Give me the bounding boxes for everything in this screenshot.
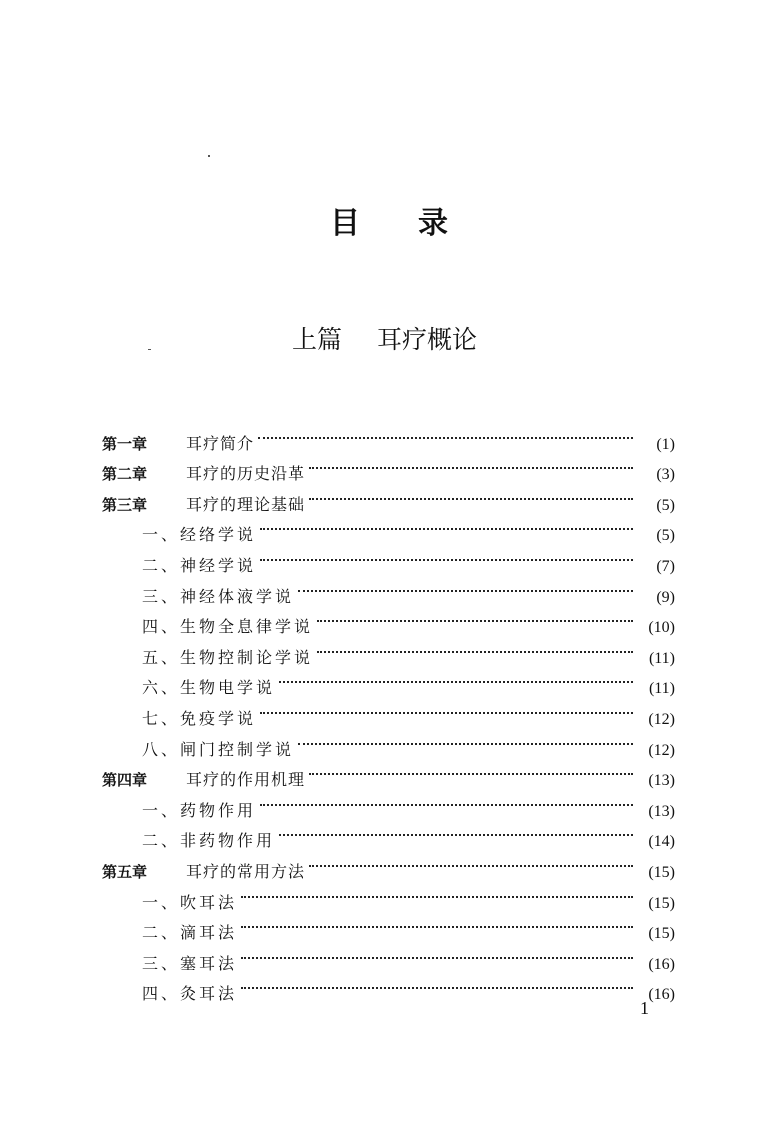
section-title: 一、经络学说: [142, 525, 257, 545]
page-number: (13): [648, 802, 675, 820]
page-number: (9): [656, 588, 675, 606]
page-number: (11): [648, 680, 675, 698]
chapter-title: 耳疗的作用机理: [186, 770, 306, 790]
section-title: 二、非药物作用: [142, 831, 276, 851]
page-number: (12): [648, 710, 675, 728]
section-title: 五、生物控制论学说: [142, 647, 314, 667]
dot-leader: [309, 479, 633, 510]
page-number: (13): [648, 772, 675, 790]
section-title: 七、免疫学说: [142, 708, 257, 728]
page-number: (16): [648, 955, 675, 973]
section-title: 四、生物全息律学说: [142, 617, 314, 637]
dot-leader: [260, 540, 633, 571]
page-number: (10): [648, 619, 675, 637]
dot-leader: [309, 449, 633, 480]
dot-leader: [260, 693, 633, 724]
page-number: (7): [656, 557, 675, 575]
chapter-number: 第三章: [102, 495, 148, 514]
table-of-contents: [102, 418, 675, 1004]
dot-leader: [298, 571, 633, 602]
section-title: 二、滴耳法: [142, 923, 238, 943]
chapter-title: 耳疗简介: [186, 433, 255, 453]
scan-speck: [208, 155, 210, 157]
page-number: (15): [648, 925, 675, 943]
section-title: 一、吹耳法: [142, 892, 238, 912]
page-number: (15): [648, 894, 675, 912]
chapter-title: 耳疗的历史沿革: [186, 464, 306, 484]
page-number: (16): [648, 986, 675, 1004]
dot-leader: [309, 755, 633, 786]
part-label: 上篇: [292, 325, 343, 354]
dot-leader: [258, 418, 633, 449]
dot-leader: [241, 938, 633, 969]
contents-title-char-1: 目: [330, 206, 360, 241]
page-number: (14): [648, 833, 675, 851]
page-number: (3): [656, 466, 675, 484]
page-number: (12): [648, 741, 675, 759]
page-number: (1): [656, 435, 675, 453]
dot-leader: [298, 724, 633, 755]
chapter-number: 第二章: [102, 465, 148, 484]
section-title: 四、灸耳法: [142, 984, 238, 1004]
chapter-number: 第一章: [102, 434, 148, 453]
toc-chapter-row[interactable]: [102, 418, 675, 453]
dot-leader: [241, 908, 633, 939]
dot-leader: [260, 510, 633, 541]
chapter-title: 耳疗的理论基础: [186, 494, 306, 514]
dot-leader: [241, 969, 633, 1000]
page-number: (5): [656, 496, 675, 514]
chapter-number: 第五章: [102, 862, 148, 881]
dot-leader: [317, 602, 633, 633]
section-title: 六、生物电学说: [142, 678, 276, 698]
scan-speck: [148, 349, 151, 350]
dot-leader: [279, 663, 633, 694]
section-title: 三、神经体液学说: [142, 586, 295, 606]
section-title: 二、神经学说: [142, 555, 257, 575]
page-folio: 1: [640, 998, 649, 1018]
chapter-title: 耳疗的常用方法: [186, 861, 306, 881]
dot-leader: [309, 846, 633, 877]
page-number: (11): [648, 649, 675, 667]
dot-leader: [279, 816, 633, 847]
dot-leader: [241, 877, 633, 908]
page-number: (15): [648, 863, 675, 881]
dot-leader: [260, 785, 633, 816]
section-title: 八、闸门控制学说: [142, 739, 295, 759]
page-number: (5): [656, 527, 675, 545]
chapter-number: 第四章: [102, 771, 148, 790]
section-title: 三、塞耳法: [142, 953, 238, 973]
section-title: 一、药物作用: [142, 800, 257, 820]
part-name: 耳疗概论: [377, 325, 478, 354]
contents-title-char-2: 录: [418, 206, 448, 241]
dot-leader: [317, 632, 633, 663]
